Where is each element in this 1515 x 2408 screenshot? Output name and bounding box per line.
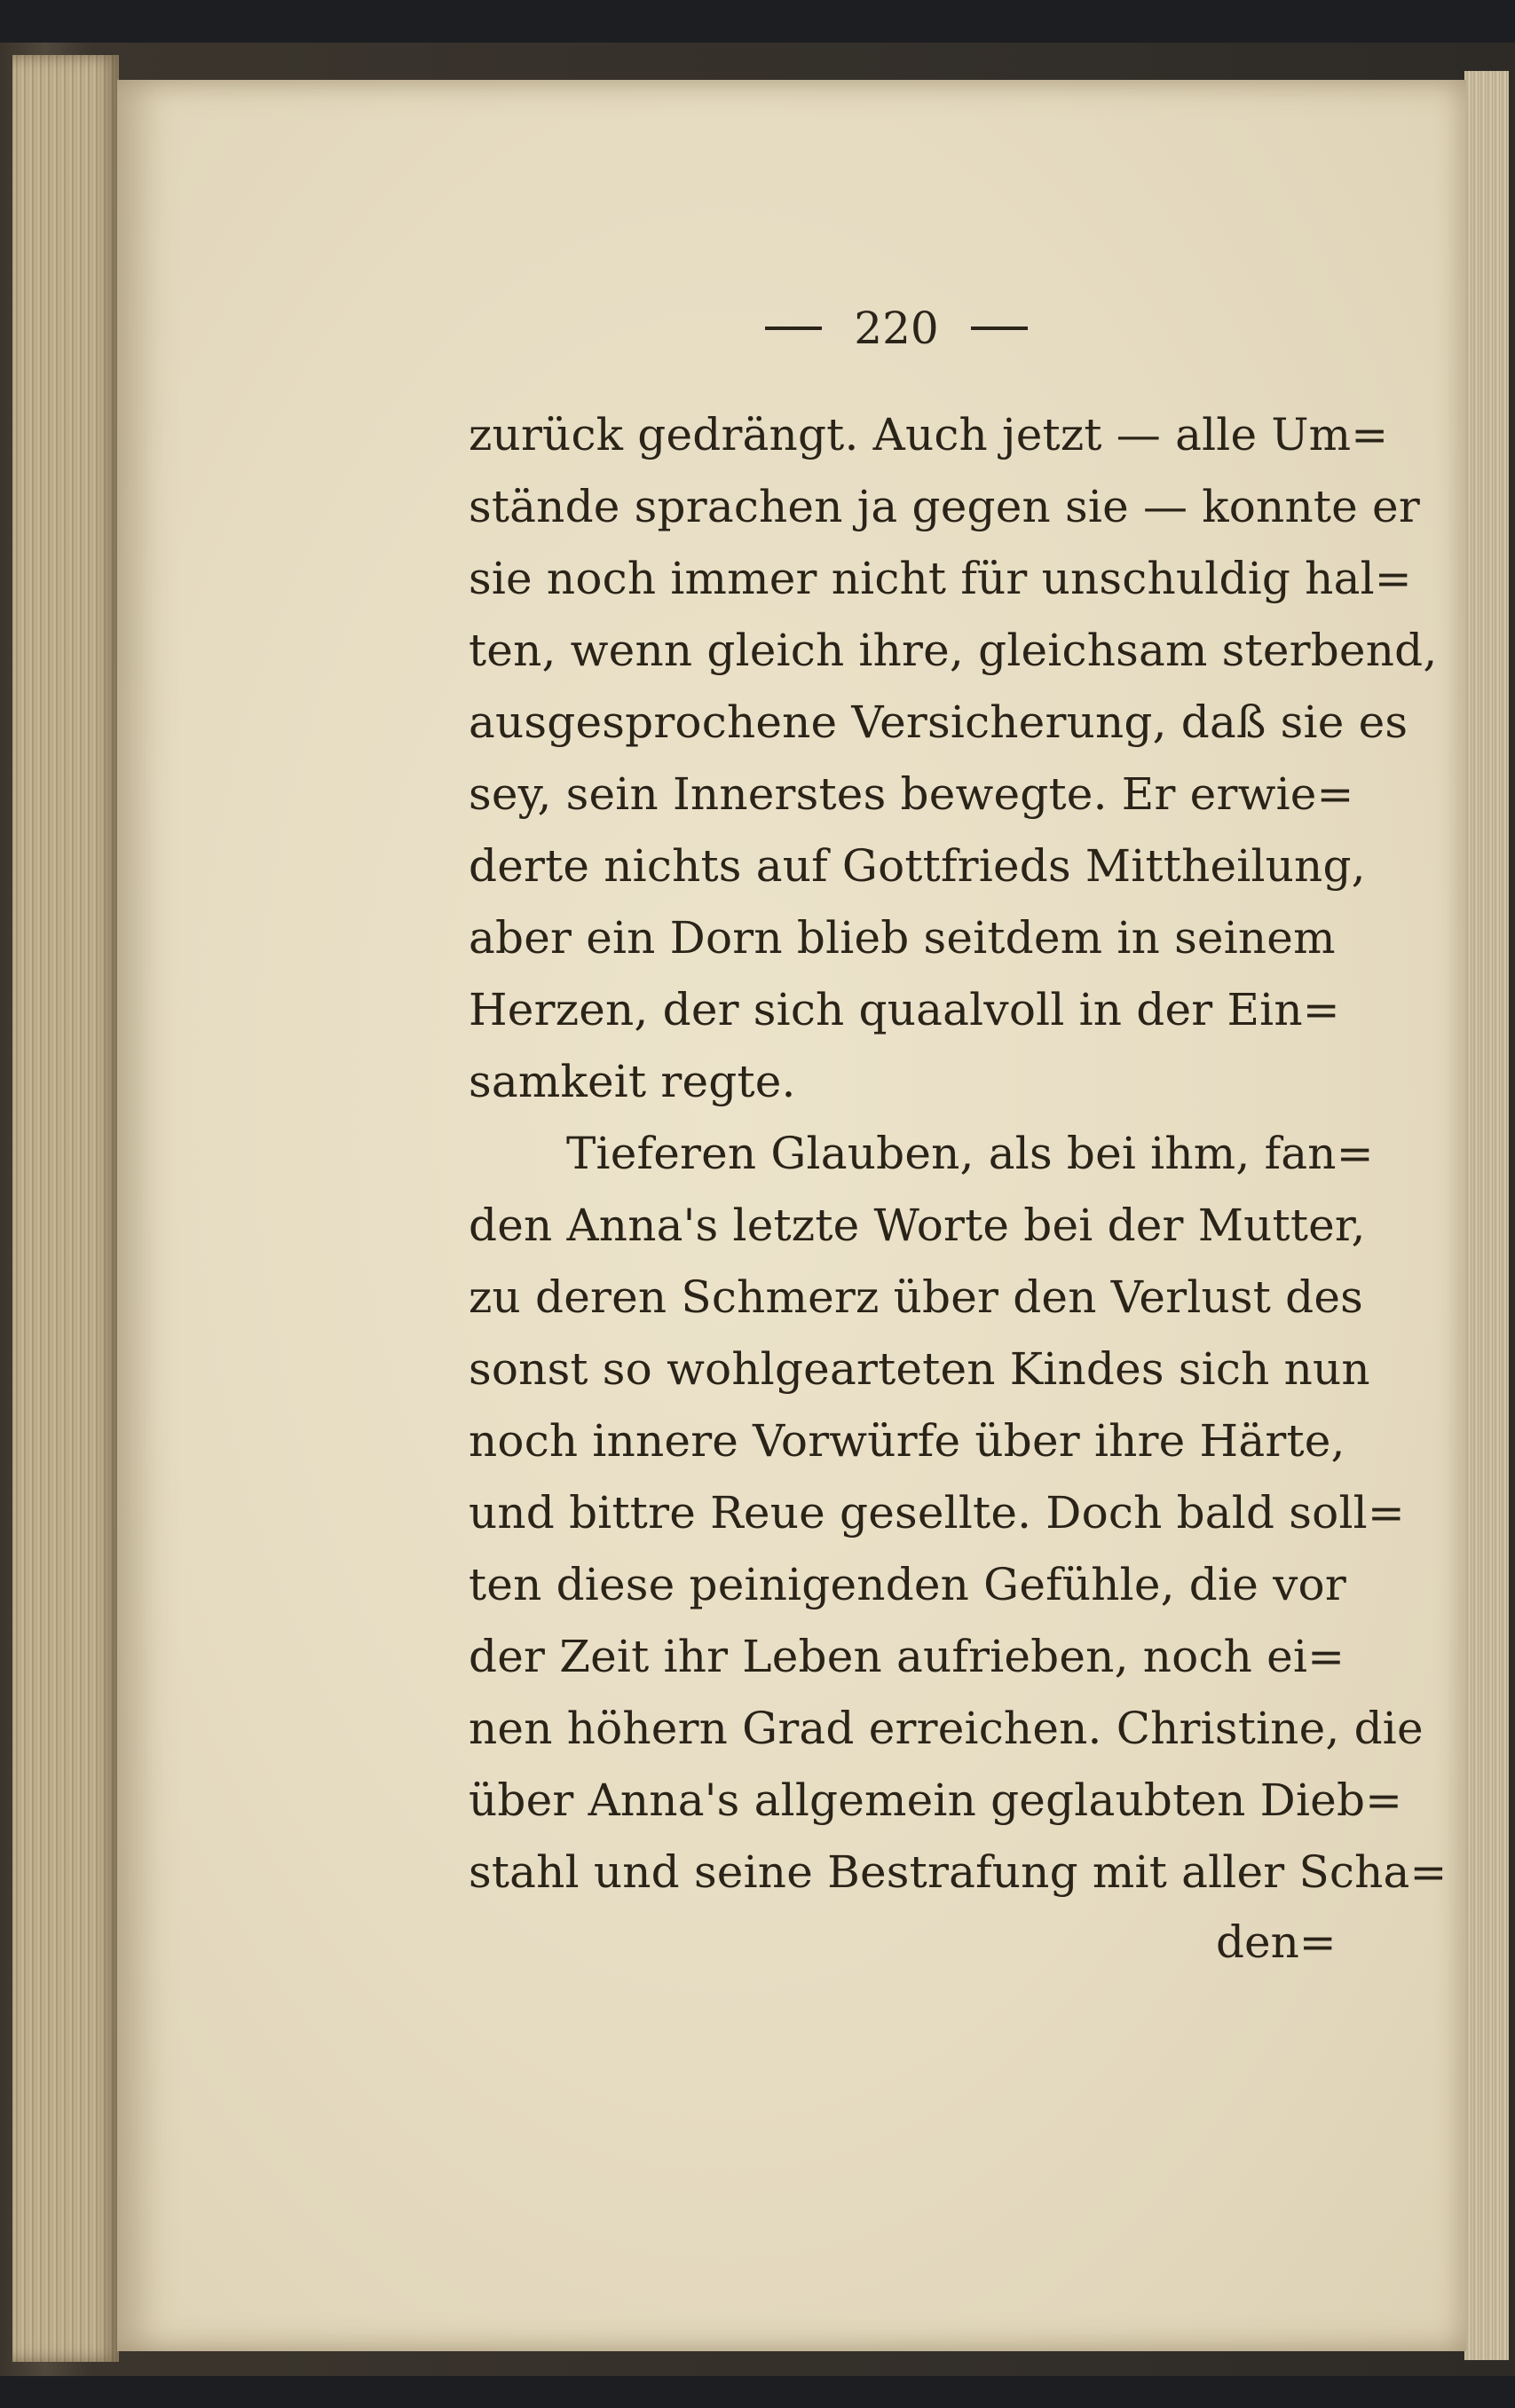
body-text — [469, 399, 1448, 1908]
page-number: 220 — [854, 303, 939, 354]
text-line: über Anna's allgemein geglaubten Dieb= — [469, 1775, 1403, 1826]
text-line: sie noch immer nicht für unschuldig hal= — [469, 553, 1412, 604]
text-line: zurück gedrängt. Auch jetzt — alle Um= — [469, 409, 1389, 460]
text-line: der Zeit ihr Leben aufrieben, noch ei= — [469, 1631, 1345, 1682]
text-line: den Anna's letzte Worte bei der Mutter, — [469, 1200, 1366, 1251]
header-dash-left — [765, 327, 822, 330]
right-page-edges — [1464, 71, 1509, 2360]
text-line: Herzen, der sich quaalvoll in der Ein= — [469, 984, 1340, 1035]
text-line: ten, wenn gleich ihre, gleichsam sterbend, — [469, 625, 1438, 676]
text-line: und bittre Reue gesellte. Doch bald soll= — [469, 1487, 1405, 1538]
text-line: aber ein Dorn blieb seitdem in seinem — [469, 912, 1336, 964]
catchword: den= — [1216, 1916, 1337, 1968]
left-page-edges — [12, 55, 119, 2362]
text-line: nen höhern Grad erreichen. Christine, die — [469, 1703, 1424, 1754]
header-dash-right — [971, 327, 1028, 330]
text-line: ten diese peinigenden Gefühle, die vor — [469, 1559, 1346, 1610]
text-line: noch innere Vorwürfe über ihre Härte, — [469, 1415, 1345, 1467]
text-line: zu deren Schmerz über den Verlust des — [469, 1271, 1364, 1323]
text-line: derte nichts auf Gottfrieds Mittheilung, — [469, 840, 1366, 892]
text-line: stahl und seine Bestrafung mit aller Scha= — [469, 1846, 1448, 1898]
text-line: stände sprachen ja gegen sie — konnte er — [469, 481, 1420, 532]
text-line: sey, sein Innerstes bewegte. Er erwie= — [469, 768, 1354, 820]
paragraph-end-line: samkeit regte. — [469, 1056, 796, 1107]
page-header — [737, 302, 1056, 355]
text-line: sonst so wohlgearteten Kindes sich nun — [469, 1343, 1370, 1395]
paragraph-start-line: Tieferen Glauben, als bei ihm, fan= — [566, 1128, 1374, 1179]
text-line: ausgesprochene Versicherung, daß sie es — [469, 696, 1408, 748]
